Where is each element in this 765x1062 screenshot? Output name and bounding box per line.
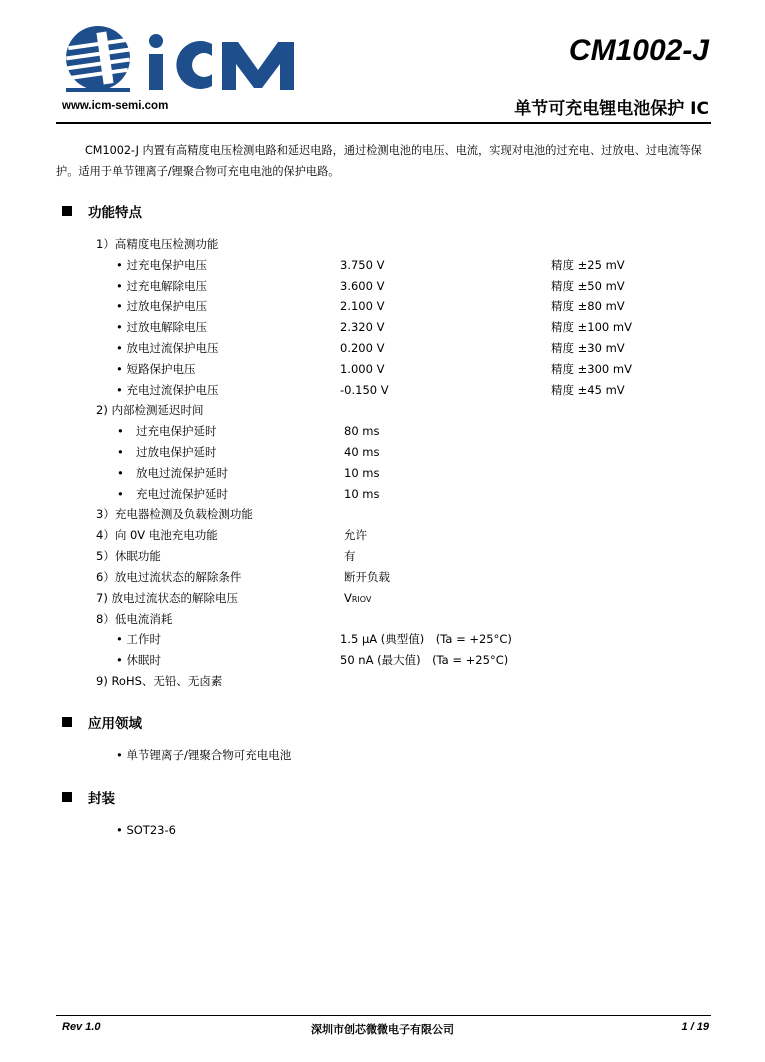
feature-1-label: 1）高精度电压检测功能 bbox=[96, 237, 219, 251]
footer-company: 深圳市创芯微微电子有限公司 bbox=[311, 1023, 454, 1036]
delay-bullet: • bbox=[117, 424, 124, 438]
feature-8-label: 8）低电流消耗 bbox=[96, 612, 173, 626]
company-url[interactable]: www.icm-semi.com bbox=[62, 100, 169, 112]
spec-name: • 过充电解除电压 bbox=[116, 279, 207, 293]
feature-7-label: 7) 放电过流状态的解除电压 bbox=[96, 591, 238, 605]
spec-name: • 过充电保护电压 bbox=[116, 258, 207, 272]
company-logo bbox=[62, 24, 302, 96]
spec-value: -0.150 V bbox=[340, 383, 389, 397]
document-subtitle: 单节可充电锂电池保护 IC bbox=[514, 99, 709, 119]
feature-6-label: 6）放电过流状态的解除条件 bbox=[96, 570, 242, 584]
feature-7-value-subscript: RIOV bbox=[351, 595, 372, 604]
spec-value: 3.750 V bbox=[340, 258, 385, 272]
feature-5-label: 5）休眠功能 bbox=[96, 549, 161, 563]
footer-divider bbox=[56, 1015, 711, 1016]
intro-paragraph: CM1002-J 内置有高精度电压检测电路和延迟电路，通过检测电池的电压、电流，实现对电池的过充电、过放电、过电流等保护。适用于单节锂离子/锂聚合物可充电电池的保护电路。 bbox=[56, 144, 702, 178]
feature-7-value bbox=[344, 590, 371, 608]
spec-accuracy: 精度 ±300 mV bbox=[551, 362, 632, 376]
delay-value: 40 ms bbox=[344, 445, 380, 459]
spec-name: • 短路保护电压 bbox=[116, 362, 196, 376]
features-heading-text: 功能特点 bbox=[88, 205, 142, 221]
footer-revision: Rev 1.0 bbox=[62, 1021, 101, 1033]
spec-name: • 充电过流保护电压 bbox=[116, 383, 219, 397]
application-item: • 单节锂离子/锂聚合物可充电电池 bbox=[116, 748, 292, 762]
feature-9-label: 9) RoHS、无铅、无卤素 bbox=[96, 674, 223, 688]
delay-name: 放电过流保护延时 bbox=[136, 466, 228, 480]
spec-value: 1.000 V bbox=[340, 362, 385, 376]
document-title: CM1002-J bbox=[568, 34, 709, 67]
delay-value: 10 ms bbox=[344, 487, 380, 501]
spec-name: • 过放电解除电压 bbox=[116, 320, 207, 334]
spec-value: 3.600 V bbox=[340, 279, 385, 293]
delay-value: 80 ms bbox=[344, 424, 380, 438]
current-name: • 休眠时 bbox=[116, 653, 161, 667]
feature-5-value: 有 bbox=[344, 549, 356, 563]
square-bullet-icon bbox=[62, 792, 72, 802]
applications-heading bbox=[62, 712, 142, 732]
feature-4-value: 允许 bbox=[344, 528, 367, 542]
footer-page-number: 1 / 19 bbox=[681, 1021, 709, 1033]
spec-accuracy: 精度 ±100 mV bbox=[551, 320, 632, 334]
spec-name: • 放电过流保护电压 bbox=[116, 341, 219, 355]
spec-name: • 过放电保护电压 bbox=[116, 299, 207, 313]
spec-accuracy: 精度 ±25 mV bbox=[551, 258, 625, 272]
current-value: 50 nA (最大值) (Ta = +25°C) bbox=[340, 653, 509, 667]
features-heading bbox=[62, 201, 142, 221]
package-heading-text: 封装 bbox=[88, 791, 115, 807]
header-divider bbox=[56, 122, 711, 124]
spec-accuracy: 精度 ±50 mV bbox=[551, 279, 625, 293]
current-name: • 工作时 bbox=[116, 632, 161, 646]
delay-name: 充电过流保护延时 bbox=[136, 487, 228, 501]
spec-accuracy: 精度 ±30 mV bbox=[551, 341, 625, 355]
spec-value: 2.320 V bbox=[340, 320, 385, 334]
square-bullet-icon bbox=[62, 206, 72, 216]
delay-bullet: • bbox=[117, 466, 124, 480]
feature-3-label: 3）充电器检测及负载检测功能 bbox=[96, 507, 253, 521]
delay-name: 过放电保护延时 bbox=[136, 445, 217, 459]
delay-bullet: • bbox=[117, 487, 124, 501]
delay-value: 10 ms bbox=[344, 466, 380, 480]
feature-2-label: 2) 内部检测延迟时间 bbox=[96, 403, 204, 417]
feature-7-value-main: V bbox=[344, 591, 352, 605]
package-item: • SOT23-6 bbox=[116, 823, 176, 837]
delay-name: 过充电保护延时 bbox=[136, 424, 217, 438]
spec-accuracy: 精度 ±80 mV bbox=[551, 299, 625, 313]
package-heading bbox=[62, 787, 115, 807]
current-value: 1.5 µA (典型值) (Ta = +25°C) bbox=[340, 632, 512, 646]
square-bullet-icon bbox=[62, 717, 72, 727]
spec-value: 0.200 V bbox=[340, 341, 385, 355]
feature-6-value: 断开负载 bbox=[344, 570, 390, 584]
delay-bullet: • bbox=[117, 445, 124, 459]
feature-4-label: 4）向 0V 电池充电功能 bbox=[96, 528, 218, 542]
spec-accuracy: 精度 ±45 mV bbox=[551, 383, 625, 397]
applications-heading-text: 应用领域 bbox=[88, 716, 142, 732]
spec-value: 2.100 V bbox=[340, 299, 385, 313]
